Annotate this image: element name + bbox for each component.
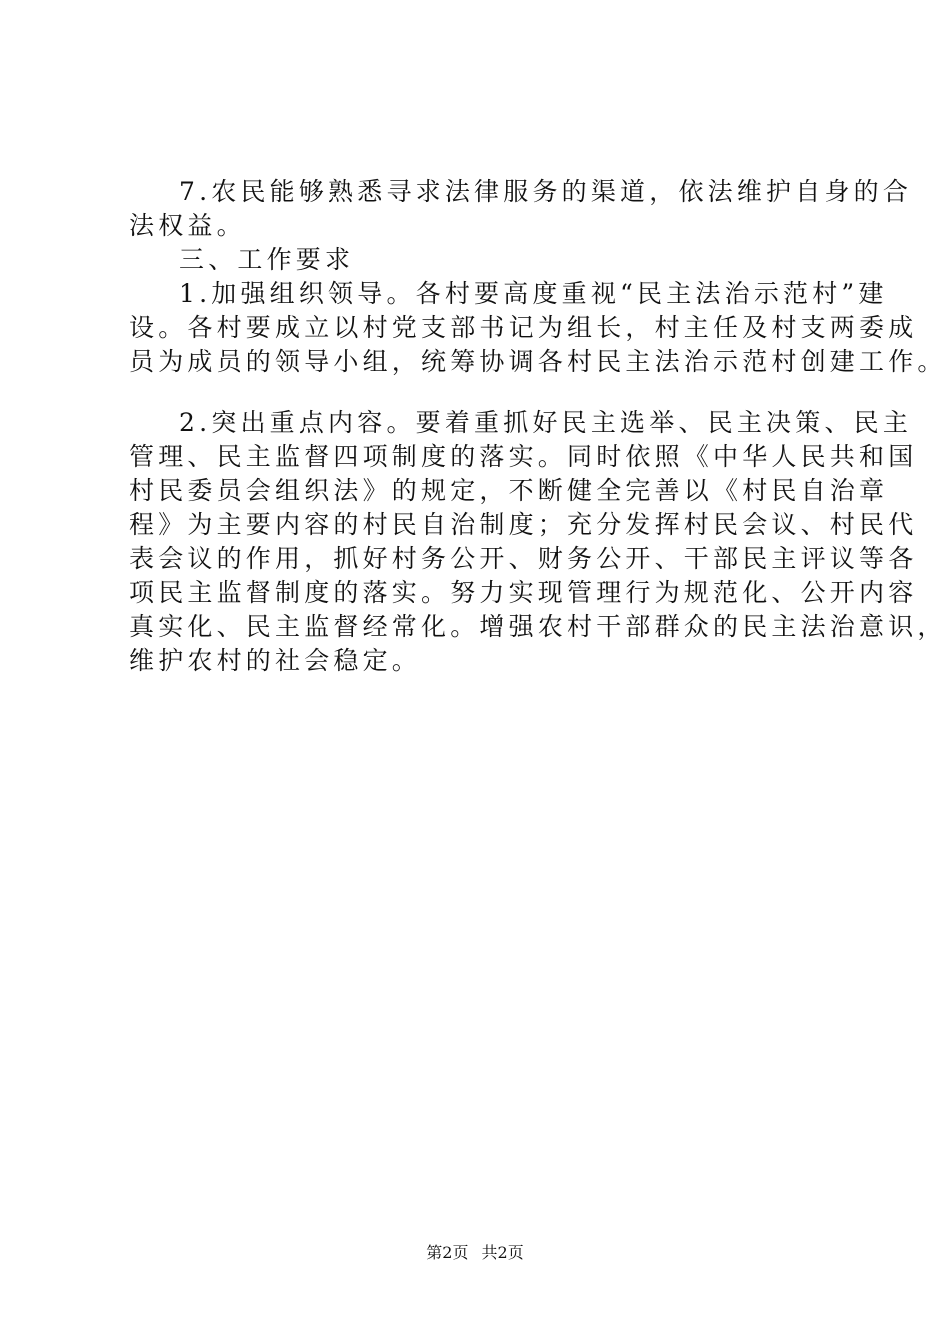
- page-total: 共2页: [481, 1243, 524, 1262]
- paragraph-line: 7.农民能够熟悉寻求法律服务的渠道，依法维护自身的合: [179, 177, 913, 206]
- page-number: 第2页: [426, 1243, 469, 1262]
- paragraph-line: 员为成员的领导小组，统筹协调各村民主法治示范村创建工作。: [129, 347, 947, 376]
- paragraph-line: 表会议的作用，抓好村务公开、财务公开、干部民主评议等各: [129, 544, 918, 573]
- paragraph-line: 管理、民主监督四项制度的落实。同时依照《中华人民共和国: [129, 442, 918, 471]
- section-heading: 三、工作要求: [179, 245, 355, 274]
- paragraph-spacer: [129, 379, 829, 406]
- paragraph-line: 1.加强组织领导。各村要高度重视“民主法治示范村”建: [179, 279, 888, 308]
- page-footer: [0, 1242, 950, 1264]
- paragraph-line: 维护农村的社会稳定。: [129, 646, 422, 675]
- paragraph-line: 程》为主要内容的村民自治制度；充分发挥村民会议、村民代: [129, 510, 918, 539]
- paragraph-line: 村民委员会组织法》的规定，不断健全完善以《村民自治章: [129, 476, 889, 505]
- paragraph-line: 项民主监督制度的落实。努力实现管理行为规范化、公开内容: [129, 578, 918, 607]
- paragraph-line: 真实化、民主监督经常化。增强农村干部群众的民主法治意识，: [129, 612, 947, 641]
- paragraph-line: 设。各村要成立以村党支部书记为组长，村主任及村支两委成: [129, 313, 918, 342]
- paragraph-line: 法权益。: [129, 211, 246, 240]
- document-body: [129, 175, 947, 678]
- paragraph-line: 2.突出重点内容。要着重抓好民主选举、民主决策、民主: [179, 408, 913, 437]
